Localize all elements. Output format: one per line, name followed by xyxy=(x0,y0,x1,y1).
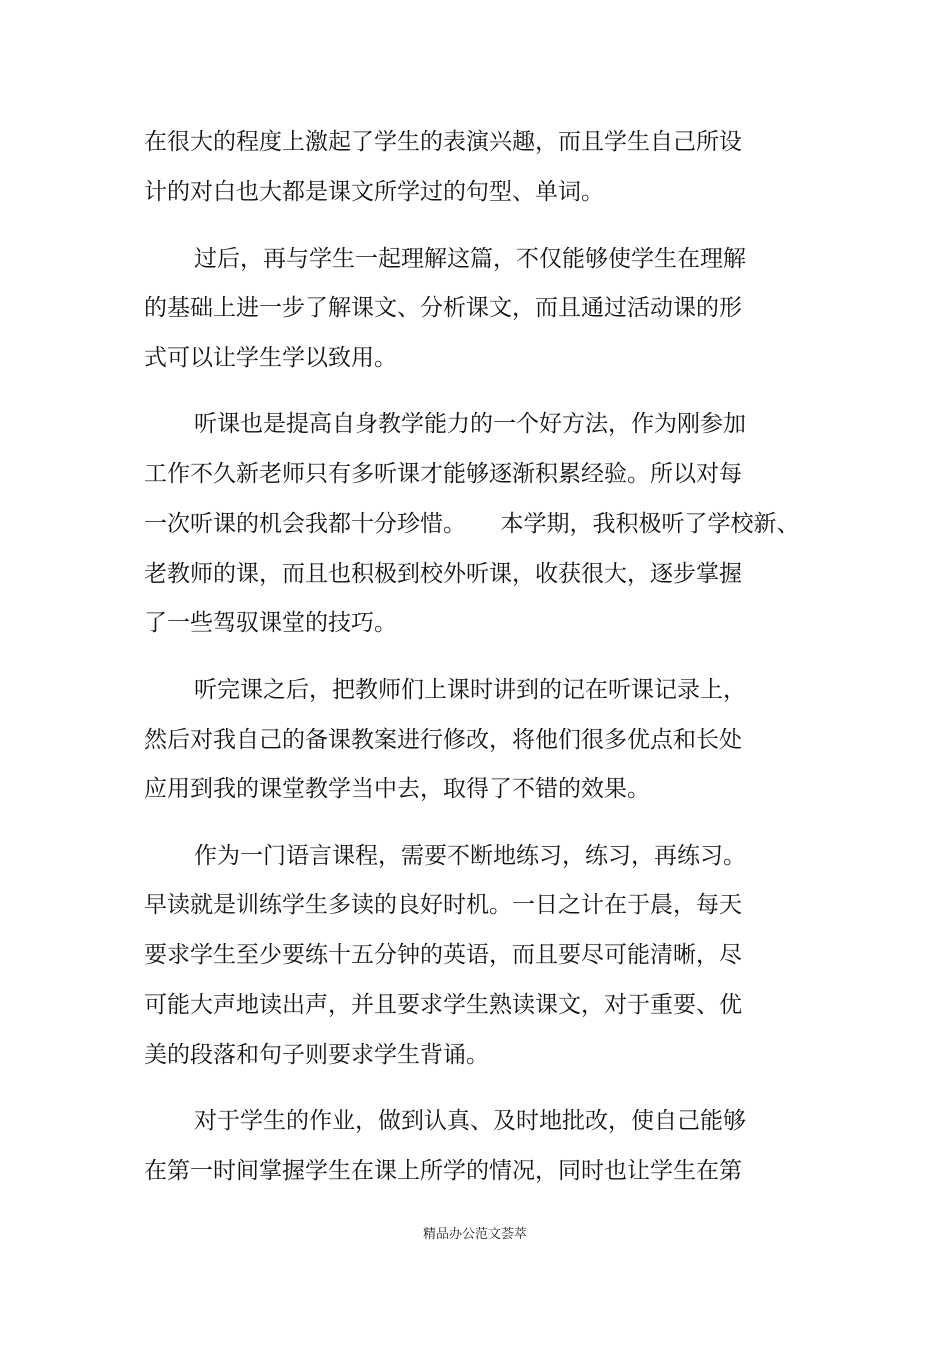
text-line: 式可以让学生学以致用。 xyxy=(144,345,397,371)
text-line: 了一些驾驭课堂的技巧。 xyxy=(144,610,397,636)
paragraph-first-line: 过后，再与学生一起理解这篇，不仅能够使学生在理解 xyxy=(194,246,746,272)
text-line: 然后对我自己的备课教案进行修改，将他们很多优点和长处 xyxy=(144,727,742,753)
paragraph-first-line: 对于学生的作业，做到认真、及时地批改，使自己能够 xyxy=(194,1108,746,1134)
text-line: 的基础上进一步了解课文、分析课文，而且通过活动课的形 xyxy=(144,295,742,321)
paragraph-first-line: 作为一门语言课程，需要不断地练习，练习，再练习。 xyxy=(194,843,746,869)
text-line: 早读就是训练学生多读的良好时机。一日之计在于晨，每天 xyxy=(144,892,742,918)
text-line: 在很大的程度上激起了学生的表演兴趣，而且学生自己所设 xyxy=(144,129,742,155)
text-line: 一次听课的机会我都十分珍惜。 本学期，我积极听了学校新、 xyxy=(144,511,800,537)
text-line: 工作不久新老师只有多听课才能够逐渐积累经验。所以对每 xyxy=(144,461,742,487)
text-line: 要求学生至少要练十五分钟的英语，而且要尽可能清晰，尽 xyxy=(144,942,742,968)
text-line: 美的段落和句子则要求学生背诵。 xyxy=(144,1042,489,1068)
text-line: 在第一时间掌握学生在课上所学的情况，同时也让学生在第 xyxy=(144,1158,742,1184)
text-line: 应用到我的课堂教学当中去，取得了不错的效果。 xyxy=(144,776,650,802)
text-line: 计的对白也大都是课文所学过的句型、单词。 xyxy=(144,179,604,205)
paragraph-first-line: 听课也是提高自身教学能力的一个好方法，作为刚参加 xyxy=(194,411,746,437)
text-line: 老教师的课，而且也积极到校外听课，收获很大，逐步掌握 xyxy=(144,561,742,587)
paragraph-first-line: 听完课之后，把教师们上课时讲到的记在听课记录上， xyxy=(194,677,746,703)
page-footer: 精品办公范文荟萃 xyxy=(422,1227,527,1242)
text-line: 可能大声地读出声，并且要求学生熟读课文，对于重要、优 xyxy=(144,992,742,1018)
